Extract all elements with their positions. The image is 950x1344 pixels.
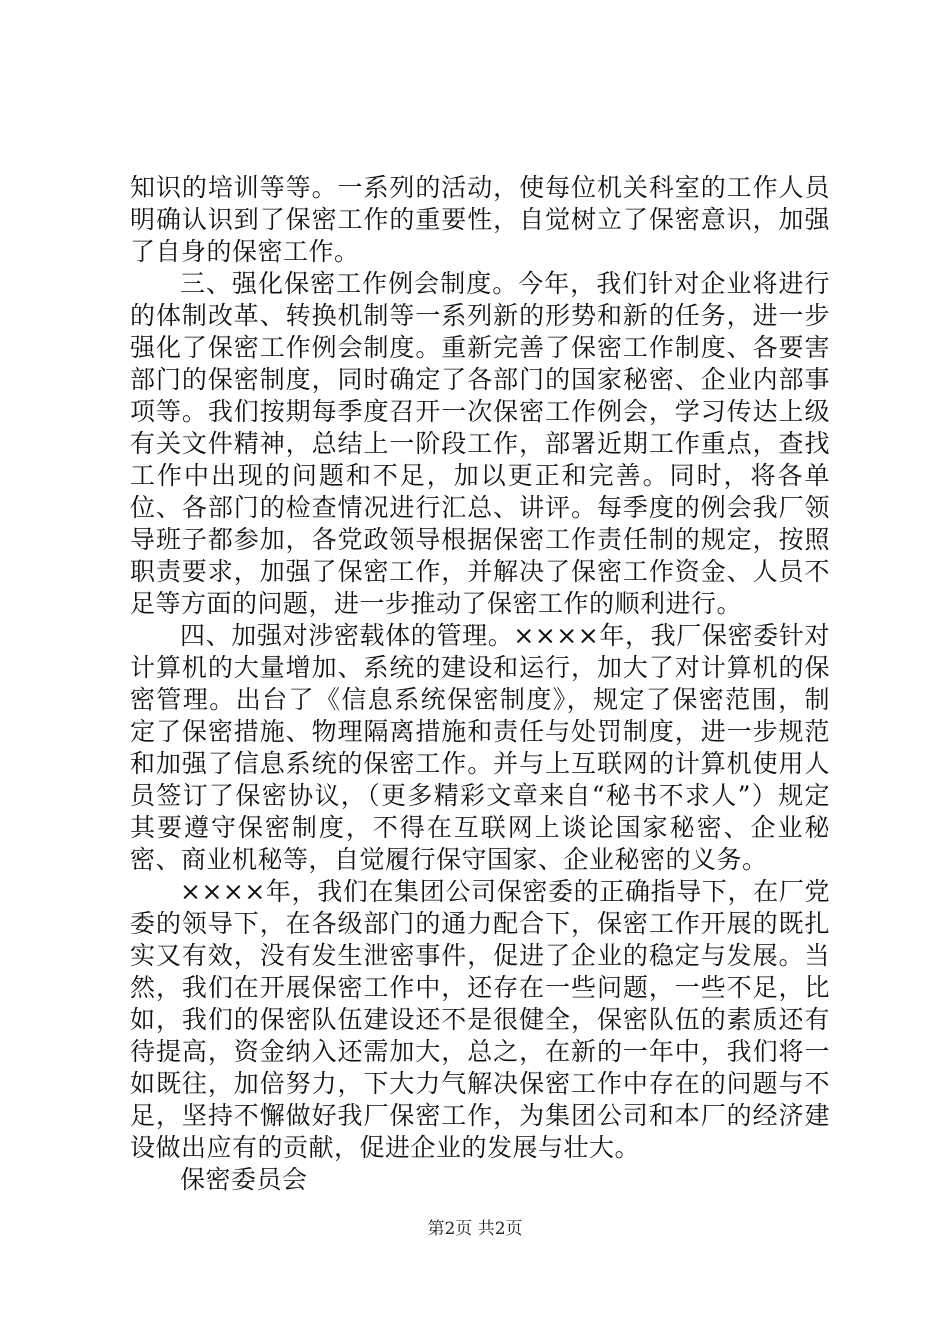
signature-committee: 保密委员会 — [180, 1165, 308, 1194]
document-body — [130, 172, 830, 1196]
paragraph-meeting-system: 三、强化保密工作例会制度。今年，我们针对企业将进行的体制改革、转换机制等一系列新的形势和新的任务，进一步强化了保密工作例会制度。重新完善了保密工作制度、各要害部门的保密制度，同时确定了各部门的国家秘密、企业内部事项等。我们按期每季度召开一次保密工作例会，学习传达上级有关文件精神，总结上一阶段工作，部署近期工作重点，查找工作中出现的问题和不足，加以更正和完善。同时，将各单位、各部门的检查情况进行汇总、讲评。每季度的例会我厂领导班子都参加，各党政领导根据保密工作责任制的规定，按照职责要求，加强了保密工作，并解决了保密工作资金、人员不足等方面的问题，进一步推动了保密工作的顺利进行。 — [130, 269, 830, 618]
paragraph-carrier-management: 四、加强对涉密载体的管理。××××年，我厂保密委针对计算机的大量增加、系统的建设和运行，加大了对计算机的保密管理。出台了《信息系统保密制度》，规定了保密范围，制定了保密措施、物理隔离措施和责任与处罚制度，进一步规范和加强了信息系统的保密工作。并与上互联网的计算机使用人员签订了保密协议，（更多精彩文章来自“秘书不求人”）规定其要遵守保密制度，不得在互联网上谈论国家秘密、企业秘密、商业机秘等，自觉履行保守国家、企业秘密的义务。 — [130, 621, 830, 874]
paragraph-training-summary: 知识的培训等等。一系列的活动，使每位机关科室的工作人员明确认识到了保密工作的重要性，自觉树立了保密意识，加强了自身的保密工作。 — [130, 173, 830, 266]
paragraph-annual-conclusion: ××××年，我们在集团公司保密委的正确指导下，在厂党委的领导下，在各级部门的通力配合下，保密工作开展的既扎实又有效，没有发生泄密事件，促进了企业的稳定与发展。当然，我们在开展保密工作中，还存在一些问题，一些不足，比如，我们的保密队伍建设还不是很健全，保密队伍的素质还有待提高，资金纳入还需加大，总之，在新的一年中，我们将一如既往，加倍努力，下大力气解决保密工作中存在的问题与不足，坚持不懈做好我厂保密工作，为集团公司和本厂的经济建设做出应有的贡献，促进企业的发展与壮大。 — [130, 877, 830, 1162]
page-number-footer: 第2页 共2页 — [427, 1219, 523, 1239]
